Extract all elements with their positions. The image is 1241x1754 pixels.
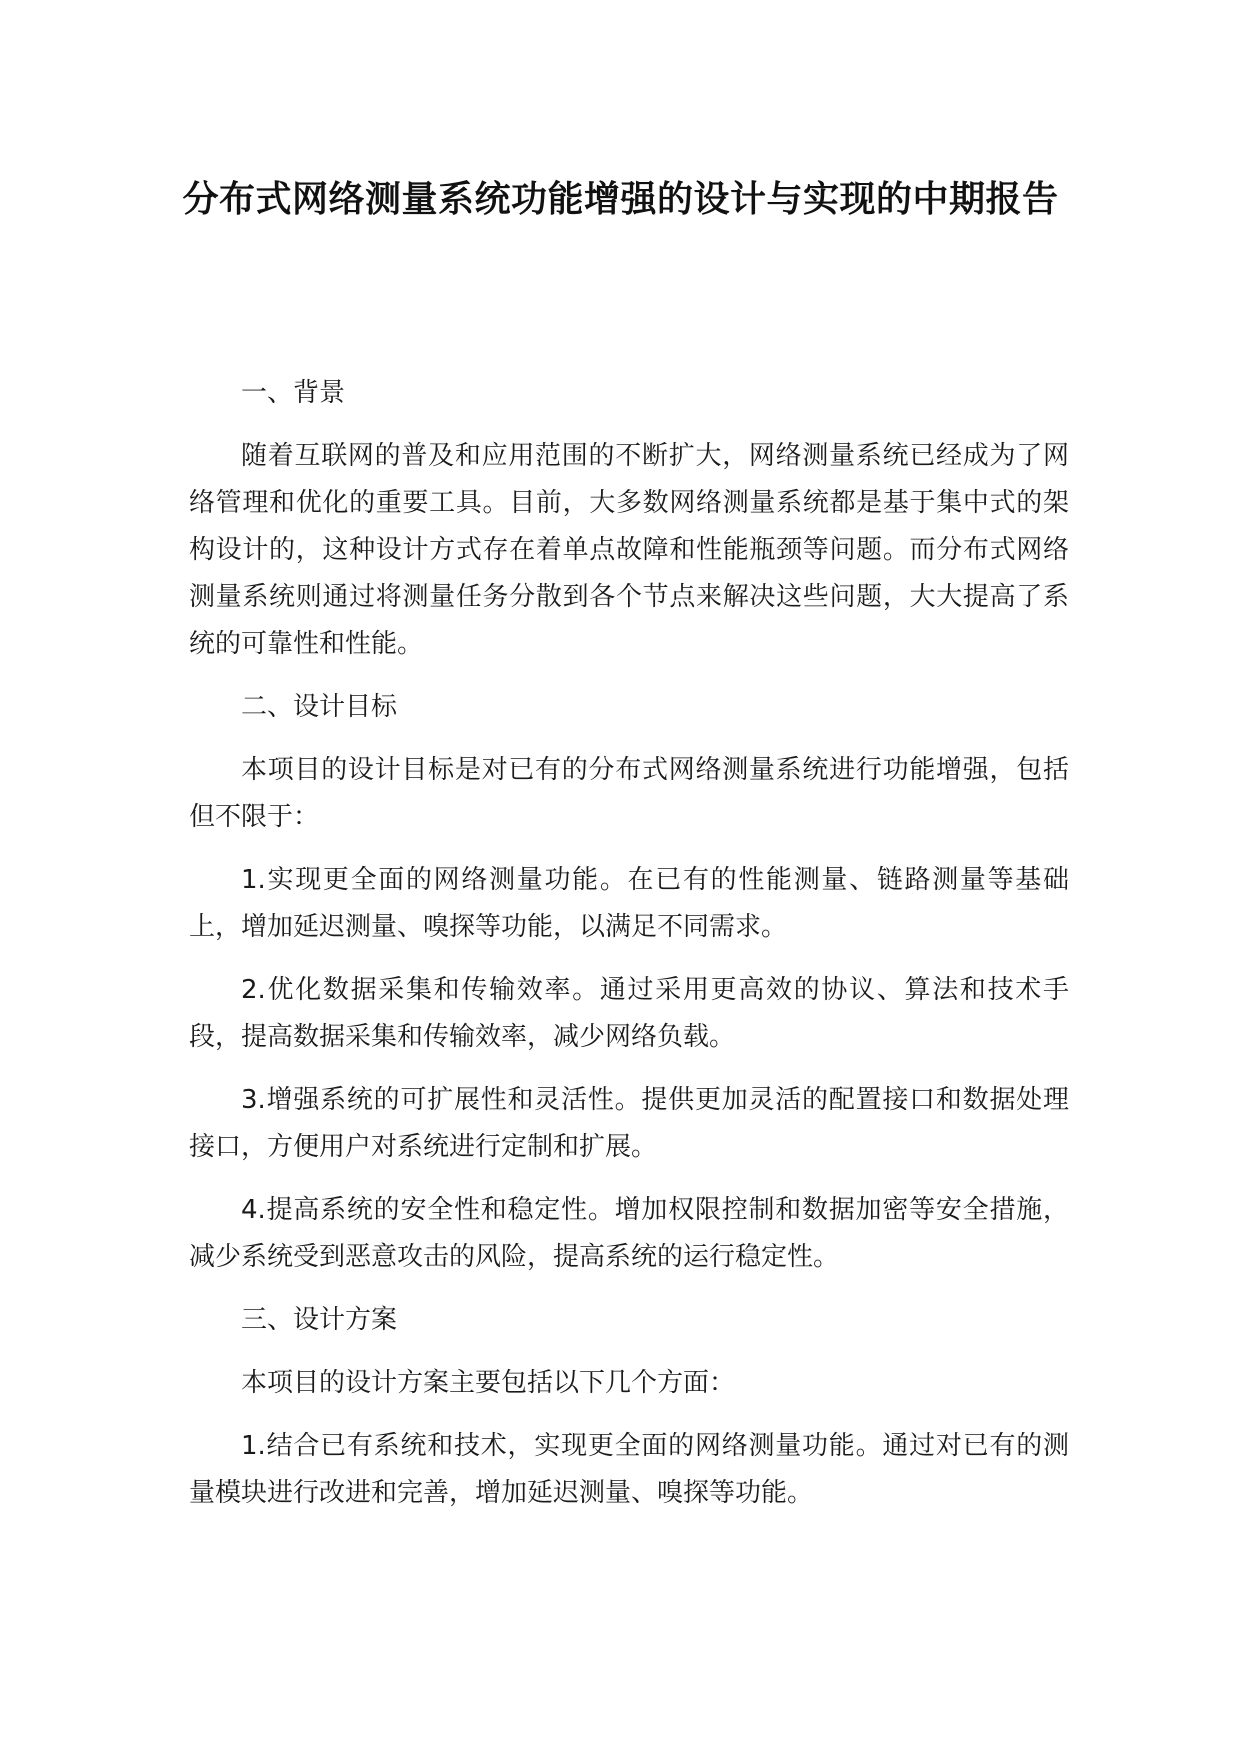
document-title: 分布式网络测量系统功能增强的设计与实现的中期报告 xyxy=(182,179,1059,220)
design-goal-item-4: 4.提高系统的安全性和稳定性。增加权限控制和数据加密等安全措施，减少系统受到恶意攻击的风险，提高系统的运行稳定性。 xyxy=(189,1195,1069,1272)
design-goal-item-1: 1.实现更全面的网络测量功能。在已有的性能测量、链路测量等基础上，增加延迟测量、嗅探等功能，以满足不同需求。 xyxy=(189,865,1069,942)
design-goal-item-2: 2.优化数据采集和传输效率。通过采用更高效的协议、算法和技术手段，提高数据采集和传输效率，减少网络负载。 xyxy=(189,975,1069,1052)
background-paragraph: 随着互联网的普及和应用范围的不断扩大，网络测量系统已经成为了网络管理和优化的重要工具。目前，大多数网络测量系统都是基于集中式的架构设计的，这种设计方式存在着单点故障和性能瓶颈等问题。而分布式网络测量系统则通过将测量任务分散到各个节点来解决这些问题，大大提高了系统的可靠性和性能。 xyxy=(189,441,1069,659)
section-heading-background: 一、背景 xyxy=(241,378,346,408)
design-goals-intro: 本项目的设计目标是对已有的分布式网络测量系统进行功能增强，包括但不限于： xyxy=(189,755,1069,832)
design-goal-item-3: 3.增强系统的可扩展性和灵活性。提供更加灵活的配置接口和数据处理接口，方便用户对系统进行定制和扩展。 xyxy=(189,1085,1069,1162)
section-heading-design-goals: 二、设计目标 xyxy=(241,692,398,722)
section-heading-design-plan: 三、设计方案 xyxy=(241,1305,398,1335)
document-body xyxy=(189,370,1069,1533)
design-plan-item-1: 1.结合已有系统和技术，实现更全面的网络测量功能。通过对已有的测量模块进行改进和完善，增加延迟测量、嗅探等功能。 xyxy=(189,1431,1069,1508)
design-plan-intro: 本项目的设计方案主要包括以下几个方面： xyxy=(241,1368,736,1398)
